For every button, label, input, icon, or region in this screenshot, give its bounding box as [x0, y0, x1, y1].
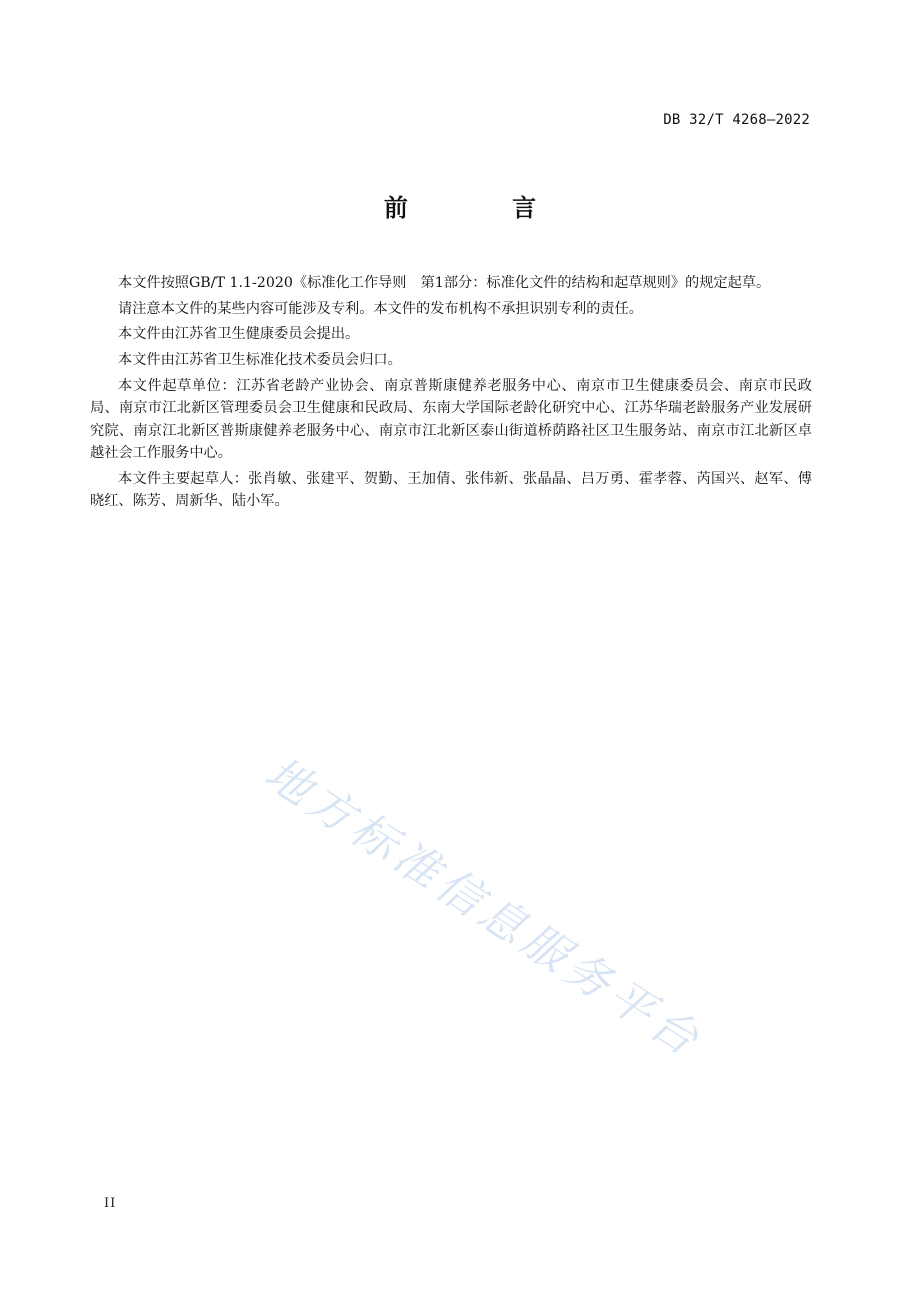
- paragraph-patent-notice: 请注意本文件的某些内容可能涉及专利。本文件的发布机构不承担识别专利的责任。: [118, 300, 643, 317]
- standard-code: DB 32/T 4268—2022: [663, 112, 810, 128]
- page-title: 前 言: [383, 194, 585, 222]
- watermark: 地方标准信息服务平台: [255, 746, 713, 1069]
- paragraph-proposer: 本文件由江苏省卫生健康委员会提出。: [118, 326, 360, 343]
- foreword-body: [90, 272, 812, 516]
- page-number: II: [104, 1196, 117, 1211]
- paragraph-drafting-rules: 本文件按照GB/T 1.1-2020《标准化工作导则 第1部分：标准化文件的结构和起草规则》的规定起草。: [118, 275, 771, 291]
- paragraph-administrator: 本文件由江苏省卫生标准化技术委员会归口。: [118, 352, 402, 369]
- paragraph-drafters: 本文件主要起草人：张肖敏、张建平、贺勤、王加倩、张伟新、张晶晶、吕万勇、霍孝蓉、芮国兴、赵军、傅晓红、陈芳、周新华、陆小军。: [90, 470, 812, 510]
- paragraph-drafting-units: 本文件起草单位：江苏省老龄产业协会、南京普斯康健养老服务中心、南京市卫生健康委员会、南京市民政局、南京市江北新区管理委员会卫生健康和民政局、东南大学国际老龄化研究中心、江苏华瑞老龄服务产业发展研究院、南京江北新区普斯康健养老服务中心、南京市江北新区泰山街道桥荫路社区卫生服务站、南京市江北新区卓越社会工作服务中心。: [90, 377, 812, 462]
